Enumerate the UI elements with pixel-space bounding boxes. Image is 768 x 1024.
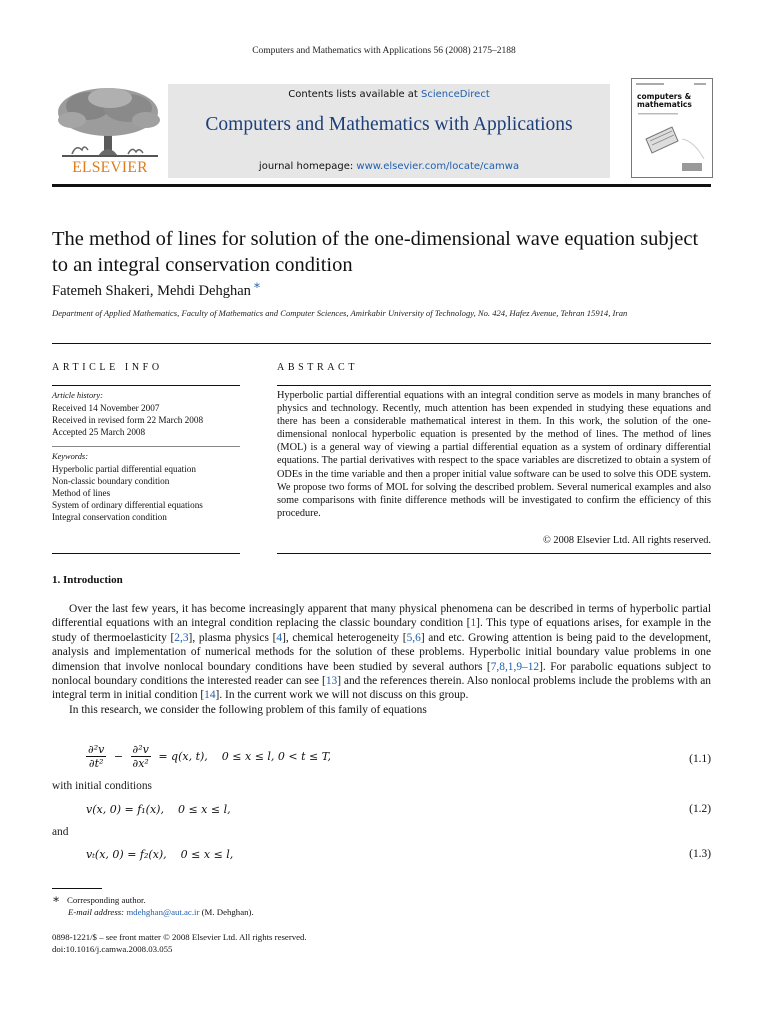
- footnote-corresponding-text: Corresponding author.: [67, 895, 146, 905]
- author-line: [52, 278, 262, 300]
- article-history: [52, 390, 240, 438]
- abstract-copyright: © 2008 Elsevier Ltd. All rights reserved.: [543, 535, 711, 546]
- citation-link[interactable]: 4: [276, 631, 283, 644]
- journal-banner: [168, 84, 610, 178]
- email-link[interactable]: mdehghan@aut.ac.ir: [126, 907, 200, 917]
- citation-link[interactable]: 2,3: [174, 631, 189, 644]
- equation-1-2-number: (1.2): [689, 803, 711, 815]
- paragraph-text: ]. In the current work we will not discuss on this group.: [215, 689, 469, 702]
- equation-1-1-rhs: = q(x, t), 0 ≤ x ≤ l, 0 < t ≤ T,: [158, 749, 331, 763]
- keywords-rule: [52, 446, 240, 447]
- paragraph-text: ], chemical heterogeneity [: [282, 631, 407, 644]
- history-label: Article history:: [52, 391, 103, 400]
- keywords-label: Keywords:: [52, 452, 88, 461]
- article-info-heading: ARTICLE INFO: [52, 362, 163, 373]
- abstract-text: Hyperbolic partial differential equations with an integral condition serve as models in many branches of physics and technology. Recently, much attention has been expended in studying these equations and there has been a considerable mathematical interest in them. In this work, the solution of the one-dimensional nonlocal hyperbolic equation is presented by the method of lines. The method of lines (MOL) is a general way of viewing a partial differential equation as a system of ordinary differential equations. The partial derivatives with respect to the space variables are discretized to obtain a system of ODEs in the time variable and then a proper initial value software can be used to solve this ODE system. We propose two forms of MOL for solving the described problem. Several numerical examples and also some comparisons with finite difference methods will be investigated to confirm the efficiency of this procedure.: [277, 390, 711, 519]
- paragraph-text: ] and the references therein. Also nonlocal problems include the problems with an integral term in initial condition [: [52, 675, 711, 702]
- intro-heading: 1. Introduction: [52, 574, 123, 586]
- cover-title-line1: computers &: [637, 92, 692, 101]
- contents-prefix: Contents lists available at: [288, 89, 422, 100]
- abstract-rule: [277, 385, 711, 386]
- elsevier-logo[interactable]: [52, 86, 168, 178]
- keyword: Non-classic boundary condition: [52, 476, 170, 486]
- info-bottom-rule: [52, 553, 240, 554]
- paragraph-text: ]. For parabolic equations subject to nonlocal boundary conditions the interested reader can see [: [52, 660, 711, 688]
- footnote-mark: ∗: [52, 892, 61, 906]
- sciencedirect-link[interactable]: ScienceDirect: [421, 89, 490, 100]
- keyword: Method of lines: [52, 488, 111, 498]
- and-text: and: [52, 826, 69, 838]
- citation-link[interactable]: 7,8,1,9–12: [490, 660, 540, 673]
- keyword: Hyperbolic partial differential equation: [52, 464, 196, 474]
- d2v-dt2-fraction: $\frac{\text{∂²v}}{\text{∂t²}}$: [88, 743, 105, 770]
- journal-name: Computers and Mathematics with Applications: [205, 114, 573, 135]
- citation-link[interactable]: 1: [470, 617, 477, 630]
- equation-1-1: $\frac{\text{∂²v}}{\text{∂t²}}$ − $\frac{\text{∂²v}}{\text{∂x²}}$ = q(x, t), 0 ≤ x ≤ l, 0 < t ≤ T,: [88, 743, 331, 770]
- intro-paragraph-2: In this research, we consider the following problem of this family of equations: [69, 703, 427, 716]
- keyword: System of ordinary differential equations: [52, 500, 203, 510]
- paragraph-text: Over the last few years, it has become increasingly apparent that many physical phenomena can be described in terms of hyperbolic partial differential equations with an integral condition replacing the classic boundary condition [: [52, 603, 711, 630]
- affiliation: Department of Applied Mathematics, Faculty of Mathematics and Computer Sciences, Amirkabir University of Technology, No. 424, Hafez Avenue, Tehran 15914, Iran: [52, 308, 628, 318]
- info-top-rule: [52, 343, 711, 344]
- equation-1-2: v(x, 0) = f₁(x), 0 ≤ x ≤ l,: [86, 803, 231, 816]
- footnote: [52, 893, 552, 918]
- with-initial-text: with initial conditions: [52, 780, 152, 792]
- intro-paragraph-1: [52, 602, 711, 703]
- citation-link[interactable]: 13: [325, 675, 338, 688]
- homepage-prefix: journal homepage:: [258, 161, 357, 172]
- paragraph-text: ]. This type of equations arises, for example in the study of thermoelasticity [: [52, 617, 711, 644]
- header-rule: [52, 184, 711, 187]
- article-title: The method of lines for solution of the one-dimensional wave equation subject to an integral conservation condition: [52, 228, 699, 276]
- history-received: Received 14 November 2007: [52, 403, 160, 413]
- cover-title-line2: mathematics: [637, 100, 692, 109]
- contents-line: [168, 89, 610, 100]
- paragraph-text: ], plasma physics [: [188, 631, 277, 644]
- homepage-link[interactable]: www.elsevier.com/locate/camwa: [356, 161, 520, 172]
- corresponding-author-mark[interactable]: ∗: [252, 278, 262, 293]
- equation-1-3-number: (1.3): [689, 848, 711, 860]
- author-names: Fatemeh Shakeri, Mehdi Dehghan: [52, 283, 251, 299]
- abstract-bottom-rule: [277, 553, 711, 554]
- tree-logo-icon: [52, 86, 168, 160]
- citation-link[interactable]: 5,6: [406, 631, 421, 644]
- email-suffix: (M. Dehghan).: [199, 907, 254, 917]
- intro-body: [52, 602, 711, 717]
- article-info-rule: [52, 385, 240, 386]
- keyword: Integral conservation condition: [52, 512, 167, 522]
- footnote-email: [52, 906, 552, 918]
- equation-1-1-number: (1.1): [689, 753, 711, 765]
- journal-cover[interactable]: [631, 78, 713, 178]
- abstract-heading: ABSTRACT: [277, 362, 359, 373]
- elsevier-wordmark: ELSEVIER: [72, 159, 148, 176]
- front-matter: 0898-1221/$ – see front matter © 2008 Elsevier Ltd. All rights reserved.: [52, 932, 307, 942]
- cover-graphic-icon: [632, 79, 712, 177]
- equation-1-3: vₜ(x, 0) = f₂(x), 0 ≤ x ≤ l,: [86, 848, 234, 861]
- doi-link[interactable]: doi:10.1016/j.camwa.2008.03.055: [52, 944, 173, 954]
- paragraph-text: ] and etc. Growing attention is being paid to the development, analysis and implementation of numerical methods for the solution of these problems. Hyperbolic initial boundary value problems in one dimension that involve nonlocal boundary conditions have been studied by several authors [: [52, 631, 711, 673]
- footnote-rule: [52, 888, 102, 889]
- keywords-block: [52, 451, 240, 523]
- history-revised: Received in revised form 22 March 2008: [52, 415, 204, 425]
- running-head: Computers and Mathematics with Applications 56 (2008) 2175–2188: [252, 46, 516, 56]
- history-accepted: Accepted 25 March 2008: [52, 427, 146, 437]
- footnote-corresponding: [52, 893, 552, 906]
- email-label: E-mail address:: [68, 907, 127, 917]
- homepage-line: [168, 161, 610, 172]
- d2v-dx2-fraction: $\frac{\text{∂²v}}{\text{∂x²}}$: [132, 743, 149, 770]
- citation-link[interactable]: 14: [204, 689, 216, 702]
